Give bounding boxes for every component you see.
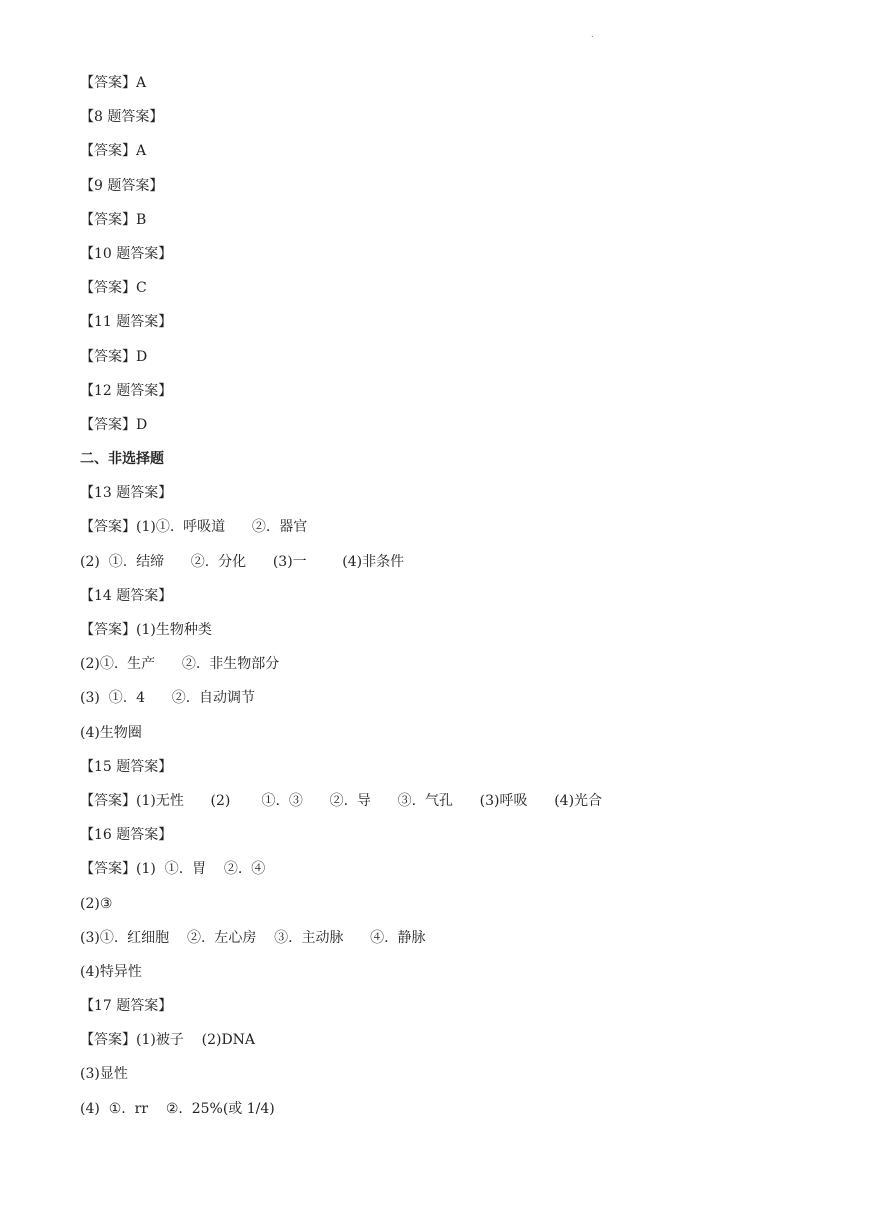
answer-line: (4) ①. rr ②. 25%(或 1/4) — [80, 1100, 275, 1117]
answer-line: 【答案】D — [80, 416, 148, 433]
answer-line: 【答案】(1) ①. 胃 ②. ④ — [80, 861, 266, 878]
section-title: 二、非选择题 — [80, 451, 164, 468]
answer-line: 【答案】(1)被子 (2)DNA — [80, 1032, 256, 1049]
answer-line: (4)特异性 — [80, 963, 142, 980]
answer-line: (2) ①. 结缔 ②. 分化 (3)一 (4)非条件 — [80, 553, 405, 570]
answer-line: (4)生物圈 — [80, 724, 142, 741]
header-dot: . — [591, 30, 594, 39]
question-heading: 【16 题答案】 — [80, 827, 173, 844]
answer-line: 【答案】B — [80, 211, 147, 228]
answer-line: 【答案】D — [80, 348, 148, 365]
question-heading: 【17 题答案】 — [80, 998, 173, 1015]
question-heading: 【11 题答案】 — [80, 314, 173, 331]
question-heading: 【13 题答案】 — [80, 485, 173, 502]
answer-line: 【答案】(1)生物种类 — [80, 622, 212, 638]
answer-line: (3)①. 红细胞 ②. 左心房 ③. 主动脉 ④. 静脉 — [80, 929, 426, 946]
question-heading: 【10 题答案】 — [80, 245, 173, 262]
answer-line: (3)显性 — [80, 1066, 128, 1083]
answer-line: (2)③ — [80, 895, 113, 912]
question-heading: 【8 题答案】 — [80, 109, 164, 126]
answer-line: (2)①. 生产 ②. 非生物部分 — [80, 656, 280, 673]
question-heading: 【15 题答案】 — [80, 758, 173, 775]
answer-list — [80, 72, 840, 1132]
answer-line: 【答案】(1)无性 (2) ①. ③ ②. 导 ③. 气孔 (3)呼吸 (4)光合 — [80, 792, 603, 809]
question-heading: 【12 题答案】 — [80, 382, 173, 399]
answer-line: 【答案】A — [80, 143, 147, 160]
answer-line: 【答案】A — [80, 75, 147, 91]
question-heading: 【14 题答案】 — [80, 587, 173, 604]
question-heading: 【9 题答案】 — [80, 177, 164, 194]
answer-line: 【答案】C — [80, 280, 147, 297]
answer-line: (3) ①. 4 ②. 自动调节 — [80, 690, 256, 707]
answer-line: 【答案】(1)①. 呼吸道 ②. 器官 — [80, 519, 308, 536]
